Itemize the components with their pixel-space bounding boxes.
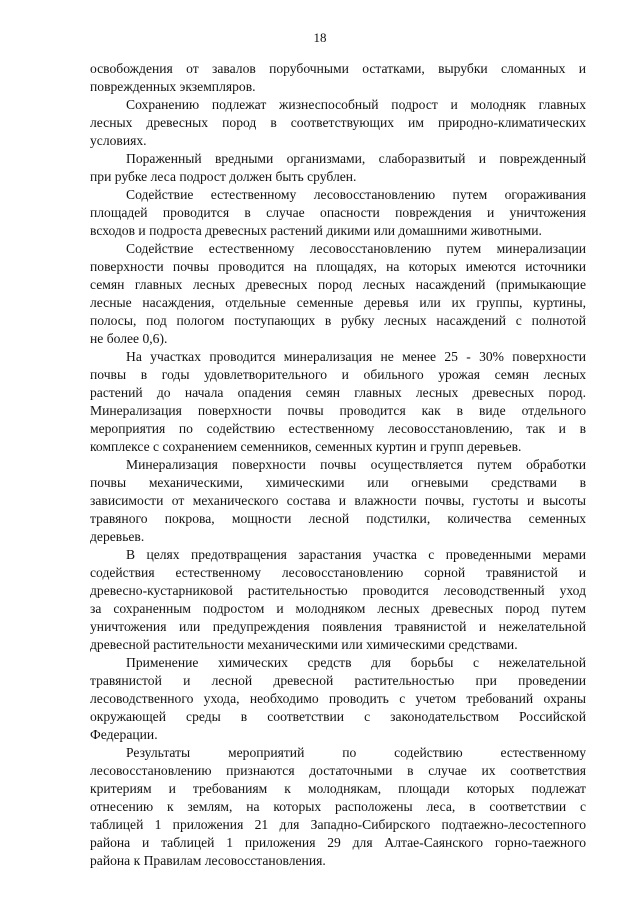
paragraph <box>90 546 586 654</box>
paragraph-line: лесоводственного ухода, необходимо проводить с учетом требований охраны <box>90 691 586 706</box>
paragraph-line: На участках проводится минерализация не менее 25 - 30% поверхности <box>126 349 586 364</box>
paragraph-line: зависимости от механического состава и влажности почвы, густоты и высоты <box>90 493 586 508</box>
paragraph-line: площадей проводится в случае опасности повреждения и уничтожения <box>90 205 586 220</box>
document-body <box>90 60 586 870</box>
paragraph-line: лесных древесных пород в соответствующих им природно-климатических <box>90 115 586 130</box>
paragraph-line: таблицей 1 приложения 21 для Западно-Сибирского подтаежно-лесостепного <box>90 817 586 832</box>
paragraph-line: деревьев. <box>90 529 145 544</box>
paragraph-line: при рубке леса подрост должен быть срублен. <box>90 169 357 184</box>
paragraph-line: освобождения от завалов порубочными остатками, вырубки сломанных и <box>90 61 586 76</box>
paragraph-line: Результаты мероприятий по содействию естественному <box>126 745 586 760</box>
paragraph-line: В целях предотвращения зарастания участка с проведенными мерами <box>126 547 586 562</box>
page-number: 18 <box>313 30 327 45</box>
paragraph-line: почвы механическими, химическими или огневыми средствами в <box>90 475 586 490</box>
paragraph <box>90 654 586 744</box>
paragraph-line: не более 0,6). <box>90 331 168 346</box>
paragraph-line: района и таблицей 1 приложения 29 для Алтае-Саянского горно-таежного <box>90 835 586 850</box>
paragraph-line: полосы, под пологом поступающих в рубку лесных насаждений с полнотой <box>90 313 586 328</box>
paragraph <box>90 456 586 546</box>
paragraph-line: условиях. <box>90 133 147 148</box>
paragraph-line: травянистой и лесной древесной растительностью при проведении <box>90 673 586 688</box>
paragraph-line: лесовосстановлению признаются достаточными в случае их соответствия <box>90 763 586 778</box>
paragraph <box>90 348 586 456</box>
paragraph-line: Сохранению подлежат жизнеспособный подрост и молодняк главных <box>126 97 586 112</box>
paragraph-line: растений до начала опадения семян главных лесных древесных пород. <box>90 385 586 400</box>
paragraph-line: содействия естественному лесовосстановлению сорной травянистой и <box>90 565 586 580</box>
paragraph-line: всходов и подроста древесных растений дикими или домашними животными. <box>90 223 542 238</box>
paragraph-line: Пораженный вредными организмами, слаборазвитый и поврежденный <box>126 151 586 166</box>
paragraph-line: комплексе с сохранением семенников, семенных куртин и групп деревьев. <box>90 439 522 454</box>
paragraph-line: Содействие естественному лесовосстановлению путем огораживания <box>126 187 586 202</box>
paragraph-line: древесно-кустарниковой растительностью проводится лесоводственный уход <box>90 583 586 598</box>
paragraph-line: района к Правилам лесовосстановления. <box>90 853 326 868</box>
paragraph <box>90 744 586 870</box>
paragraph-line: почвы в годы удовлетворительного и обильного урожая семян лесных <box>90 367 586 382</box>
paragraph <box>90 240 586 348</box>
paragraph-line: Содействие естественному лесовосстановлению путем минерализации <box>126 241 586 256</box>
paragraph-line: критериям и требованиям к молоднякам, площади которых подлежат <box>90 781 586 796</box>
paragraph-line: травяного покрова, мощности лесной подстилки, количества семенных <box>90 511 586 526</box>
paragraph-line: поверхности почвы проводится на площадях, на которых имеются источники <box>90 259 586 274</box>
paragraph <box>90 96 586 150</box>
paragraph-line: уничтожения или предупреждения появления травянистой и нежелательной <box>90 619 586 634</box>
paragraph-line: Федерации. <box>90 727 158 742</box>
paragraph <box>90 186 586 240</box>
paragraph-line: семян главных лесных древесных пород лесных насаждений (примыкающие <box>90 277 586 292</box>
paragraph-line: Применение химических средств для борьбы с нежелательной <box>126 655 586 670</box>
paragraph-line: Минерализация поверхности почвы осуществляется путем обработки <box>126 457 586 472</box>
paragraph-line: отнесению к землям, на которых расположены леса, в соответствии с <box>90 799 586 814</box>
paragraph-line: лесные насаждения, отдельные семенные деревья или их группы, куртины, <box>90 295 586 310</box>
paragraph-line: окружающей среды в соответствии с законодательством Российской <box>90 709 586 724</box>
paragraph-line: за сохраненным подростом и молодняком лесных древесных пород путем <box>90 601 586 616</box>
paragraph-line: мероприятия по содействию естественному лесовосстановлению, так и в <box>90 421 586 436</box>
paragraph-line: Минерализация поверхности почвы проводится как в виде отдельного <box>90 403 586 418</box>
paragraph <box>90 60 586 96</box>
paragraph-line: древесной растительности механическими или химическими средствами. <box>90 637 518 652</box>
paragraph <box>90 150 586 186</box>
paragraph-line: поврежденных экземпляров. <box>90 79 256 94</box>
